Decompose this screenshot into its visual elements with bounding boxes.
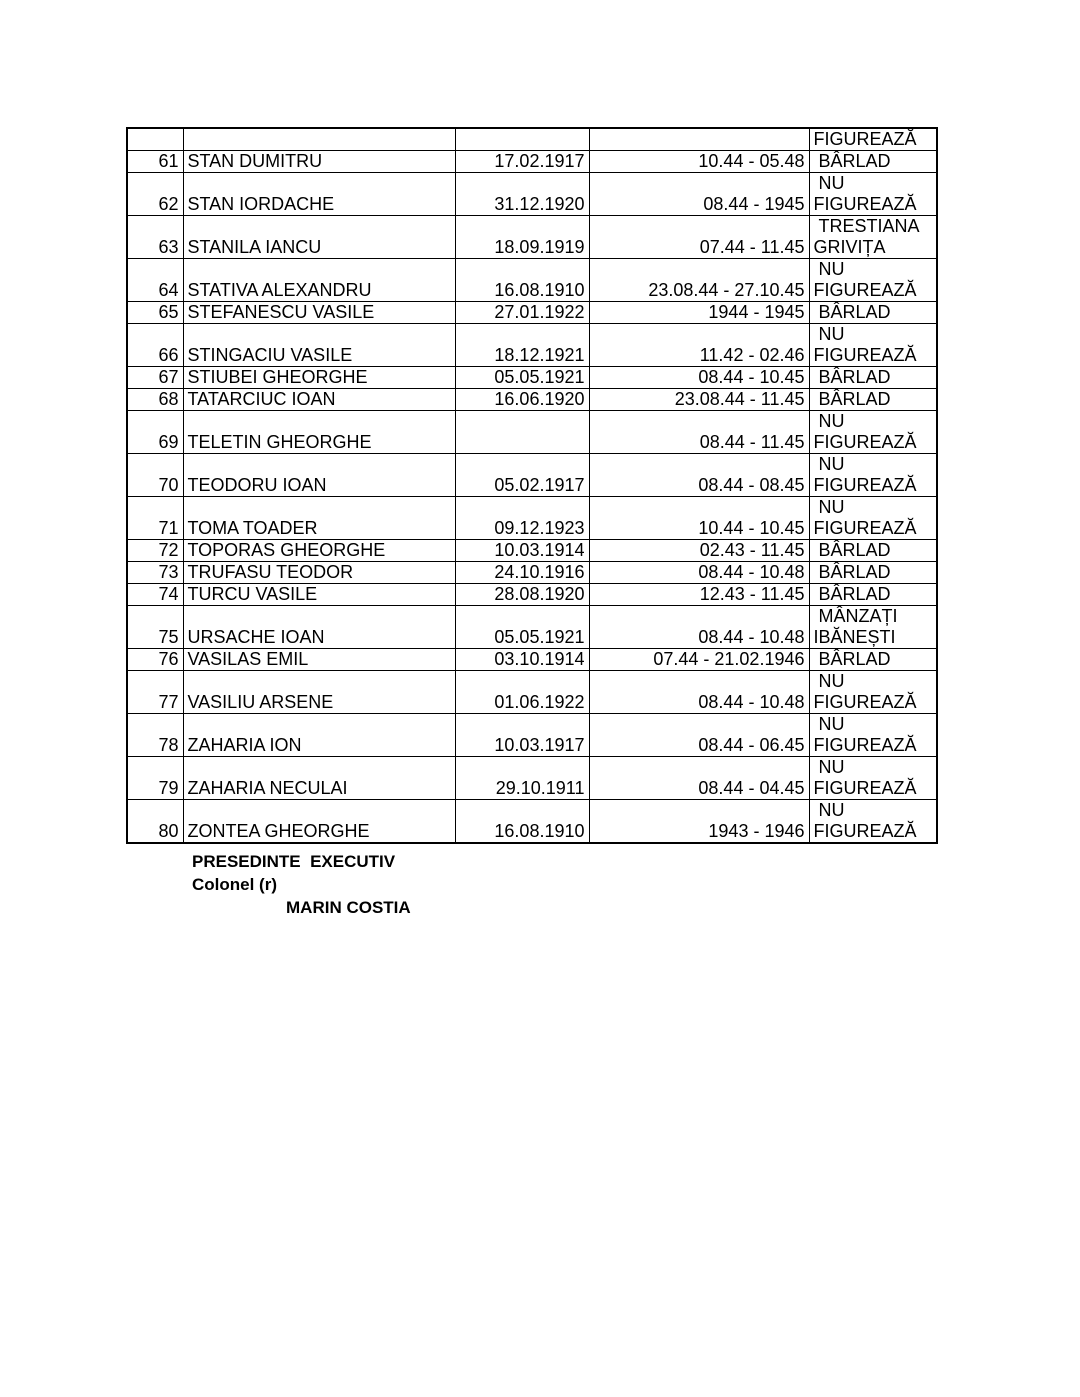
row-number-cell xyxy=(127,128,183,151)
table-row xyxy=(127,411,937,454)
birth-date-cell: 01.06.1922 xyxy=(455,671,589,714)
row-number-cell: 69 xyxy=(127,411,183,454)
status-cell xyxy=(809,259,937,302)
signature-rank: Colonel (r) xyxy=(192,875,277,894)
name-cell: ZAHARIA ION xyxy=(183,714,455,757)
service-period-cell: 11.42 - 02.46 xyxy=(589,324,809,367)
row-number-cell: 79 xyxy=(127,757,183,800)
status-line: BÂRLAD xyxy=(818,584,891,604)
status-line: NU xyxy=(818,324,845,344)
signature-block xyxy=(192,850,411,919)
service-period-cell: 07.44 - 21.02.1946 xyxy=(589,649,809,671)
birth-date-cell: 18.09.1919 xyxy=(455,216,589,259)
status-line: FIGUREAZĂ xyxy=(813,692,917,712)
row-number-cell: 72 xyxy=(127,540,183,562)
birth-date-cell: 27.01.1922 xyxy=(455,302,589,324)
service-period-cell: 10.44 - 05.48 xyxy=(589,151,809,173)
status-line: FIGUREAZĂ xyxy=(813,475,917,495)
birth-date-cell xyxy=(455,128,589,151)
name-cell: URSACHE IOAN xyxy=(183,606,455,649)
status-line: FIGUREAZĂ xyxy=(813,821,917,841)
row-number-cell: 67 xyxy=(127,367,183,389)
signature-role: PRESEDINTE EXECUTIV xyxy=(192,852,396,871)
row-number-cell: 74 xyxy=(127,584,183,606)
name-cell: STAN IORDACHE xyxy=(183,173,455,216)
status-line: FIGUREAZĂ xyxy=(813,778,917,798)
table-row xyxy=(127,173,937,216)
service-period-cell: 1943 - 1946 xyxy=(589,800,809,844)
status-line: NU xyxy=(818,800,845,820)
service-period-cell: 08.44 - 08.45 xyxy=(589,454,809,497)
name-cell: STATIVA ALEXANDRU xyxy=(183,259,455,302)
status-cell xyxy=(809,173,937,216)
row-number-cell: 71 xyxy=(127,497,183,540)
service-period-cell: 08.44 - 10.48 xyxy=(589,606,809,649)
table-row xyxy=(127,389,937,411)
birth-date-cell: 28.08.1920 xyxy=(455,584,589,606)
table-row xyxy=(127,584,937,606)
table-row xyxy=(127,497,937,540)
service-period-cell: 02.43 - 11.45 xyxy=(589,540,809,562)
name-cell: ZONTEA GHEORGHE xyxy=(183,800,455,844)
service-period-cell: 07.44 - 11.45 xyxy=(589,216,809,259)
status-cell xyxy=(809,606,937,649)
name-cell: VASILIU ARSENE xyxy=(183,671,455,714)
birth-date-cell: 29.10.1911 xyxy=(455,757,589,800)
personnel-table xyxy=(126,127,938,844)
name-cell: STIUBEI GHEORGHE xyxy=(183,367,455,389)
status-cell xyxy=(809,649,937,671)
status-line: BÂRLAD xyxy=(818,540,891,560)
birth-date-cell: 16.08.1910 xyxy=(455,800,589,844)
status-line: BÂRLAD xyxy=(818,649,891,669)
status-line: NU xyxy=(818,497,845,517)
table-row xyxy=(127,649,937,671)
row-number-cell: 73 xyxy=(127,562,183,584)
status-line: FIGUREAZĂ xyxy=(813,518,917,538)
status-line: NU xyxy=(818,259,845,279)
row-number-cell: 68 xyxy=(127,389,183,411)
table-row xyxy=(127,562,937,584)
table-row xyxy=(127,259,937,302)
signature-name: MARIN COSTIA xyxy=(286,898,411,917)
name-cell: VASILAS EMIL xyxy=(183,649,455,671)
status-line: FIGUREAZĂ xyxy=(813,735,917,755)
table-row xyxy=(127,606,937,649)
status-cell xyxy=(809,302,937,324)
row-number-cell: 66 xyxy=(127,324,183,367)
row-number-cell: 80 xyxy=(127,800,183,844)
status-line: BÂRLAD xyxy=(818,389,891,409)
service-period-cell: 08.44 - 10.48 xyxy=(589,562,809,584)
birth-date-cell: 10.03.1917 xyxy=(455,714,589,757)
status-line: BÂRLAD xyxy=(818,562,891,582)
status-line: BÂRLAD xyxy=(818,151,891,171)
status-line: FIGUREAZĂ xyxy=(813,432,917,452)
birth-date-cell: 05.02.1917 xyxy=(455,454,589,497)
row-number-cell: 61 xyxy=(127,151,183,173)
status-line: BÂRLAD xyxy=(818,367,891,387)
table-row xyxy=(127,151,937,173)
table-row xyxy=(127,324,937,367)
status-cell xyxy=(809,389,937,411)
status-line: NU xyxy=(818,411,845,431)
status-cell xyxy=(809,584,937,606)
status-line: GRIVIȚA xyxy=(813,237,886,257)
birth-date-cell: 10.03.1914 xyxy=(455,540,589,562)
table-row xyxy=(127,714,937,757)
table-row xyxy=(127,302,937,324)
birth-date-cell: 18.12.1921 xyxy=(455,324,589,367)
status-cell xyxy=(809,216,937,259)
row-number-cell: 64 xyxy=(127,259,183,302)
birth-date-cell: 05.05.1921 xyxy=(455,606,589,649)
table-row xyxy=(127,800,937,844)
status-cell xyxy=(809,540,937,562)
status-cell xyxy=(809,671,937,714)
service-period-cell: 1944 - 1945 xyxy=(589,302,809,324)
status-cell xyxy=(809,411,937,454)
status-cell xyxy=(809,324,937,367)
birth-date-cell xyxy=(455,411,589,454)
status-line: NU xyxy=(818,173,845,193)
status-line: MÂNZAȚI xyxy=(818,606,898,626)
name-cell: STAN DUMITRU xyxy=(183,151,455,173)
row-number-cell: 77 xyxy=(127,671,183,714)
row-number-cell: 63 xyxy=(127,216,183,259)
status-line: FIGUREAZĂ xyxy=(813,129,917,149)
status-cell xyxy=(809,454,937,497)
table-row xyxy=(127,367,937,389)
name-cell: ZAHARIA NECULAI xyxy=(183,757,455,800)
birth-date-cell: 16.06.1920 xyxy=(455,389,589,411)
name-cell: STINGACIU VASILE xyxy=(183,324,455,367)
birth-date-cell: 24.10.1916 xyxy=(455,562,589,584)
service-period-cell: 23.08.44 - 27.10.45 xyxy=(589,259,809,302)
name-cell: TURCU VASILE xyxy=(183,584,455,606)
status-cell xyxy=(809,128,937,151)
service-period-cell xyxy=(589,128,809,151)
name-cell: TRUFASU TEODOR xyxy=(183,562,455,584)
service-period-cell: 10.44 - 10.45 xyxy=(589,497,809,540)
row-number-cell: 75 xyxy=(127,606,183,649)
service-period-cell: 08.44 - 06.45 xyxy=(589,714,809,757)
table-row xyxy=(127,671,937,714)
birth-date-cell: 16.08.1910 xyxy=(455,259,589,302)
name-cell: TOPORAS GHEORGHE xyxy=(183,540,455,562)
service-period-cell: 08.44 - 04.45 xyxy=(589,757,809,800)
status-cell xyxy=(809,497,937,540)
service-period-cell: 08.44 - 1945 xyxy=(589,173,809,216)
status-line: FIGUREAZĂ xyxy=(813,345,917,365)
status-line: FIGUREAZĂ xyxy=(813,194,917,214)
name-cell xyxy=(183,128,455,151)
name-cell: TATARCIUC IOAN xyxy=(183,389,455,411)
service-period-cell: 12.43 - 11.45 xyxy=(589,584,809,606)
status-cell xyxy=(809,151,937,173)
name-cell: TEODORU IOAN xyxy=(183,454,455,497)
table-row xyxy=(127,454,937,497)
row-number-cell: 78 xyxy=(127,714,183,757)
status-line: IBĂNEȘTI xyxy=(813,627,896,647)
service-period-cell: 23.08.44 - 11.45 xyxy=(589,389,809,411)
birth-date-cell: 03.10.1914 xyxy=(455,649,589,671)
personnel-table-body xyxy=(127,128,937,843)
table-row xyxy=(127,216,937,259)
table-row xyxy=(127,540,937,562)
status-line: FIGUREAZĂ xyxy=(813,280,917,300)
status-cell xyxy=(809,757,937,800)
status-line: NU xyxy=(818,454,845,474)
status-cell xyxy=(809,562,937,584)
service-period-cell: 08.44 - 11.45 xyxy=(589,411,809,454)
service-period-cell: 08.44 - 10.48 xyxy=(589,671,809,714)
service-period-cell: 08.44 - 10.45 xyxy=(589,367,809,389)
status-line: NU xyxy=(818,757,845,777)
status-cell xyxy=(809,714,937,757)
status-line: BÂRLAD xyxy=(818,302,891,322)
status-line: NU xyxy=(818,671,845,691)
name-cell: TOMA TOADER xyxy=(183,497,455,540)
status-cell xyxy=(809,800,937,844)
status-cell xyxy=(809,367,937,389)
status-line: NU xyxy=(818,714,845,734)
name-cell: TELETIN GHEORGHE xyxy=(183,411,455,454)
name-cell: STANILA IANCU xyxy=(183,216,455,259)
row-number-cell: 76 xyxy=(127,649,183,671)
row-number-cell: 65 xyxy=(127,302,183,324)
table-row xyxy=(127,757,937,800)
birth-date-cell: 17.02.1917 xyxy=(455,151,589,173)
status-line: TRESTIANA xyxy=(818,216,920,236)
row-number-cell: 62 xyxy=(127,173,183,216)
birth-date-cell: 09.12.1923 xyxy=(455,497,589,540)
row-number-cell: 70 xyxy=(127,454,183,497)
name-cell: STEFANESCU VASILE xyxy=(183,302,455,324)
table-row xyxy=(127,128,937,151)
birth-date-cell: 05.05.1921 xyxy=(455,367,589,389)
birth-date-cell: 31.12.1920 xyxy=(455,173,589,216)
